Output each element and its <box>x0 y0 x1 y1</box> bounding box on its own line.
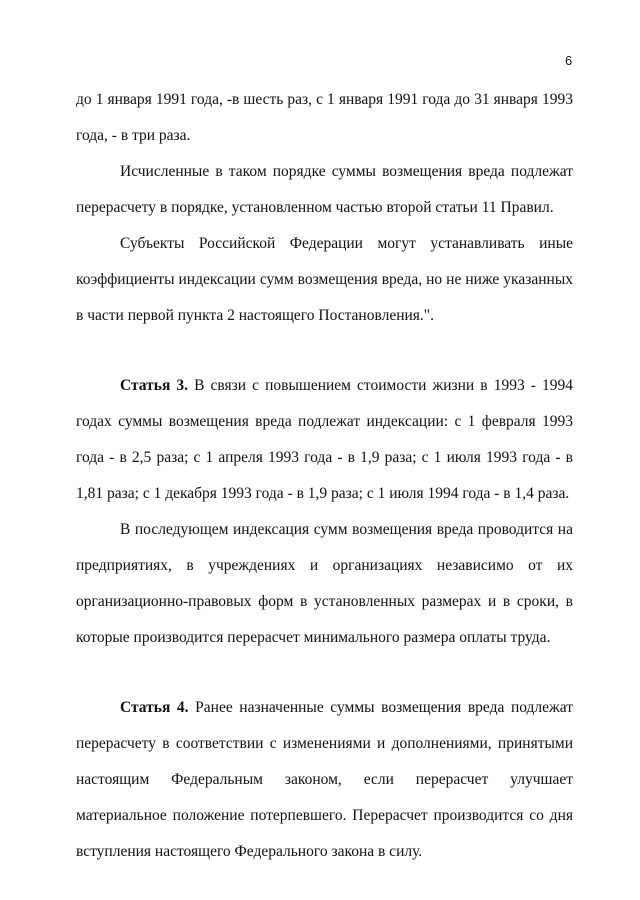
paragraph-subjects: Субъекты Российской Федерации могут устанавливать иные коэффициенты индексации сумм возмещения вреда, но не ниже указанных в части первой пункта 2 настоящего Постановления.". <box>76 235 573 324</box>
article-3-paragraph <box>76 368 573 512</box>
article-4-text: Ранее назначенные суммы возмещения вреда подлежат перерасчету в соответствии с изменениями и дополнениями, принятыми настоящим Федеральным законом, если перерасчет улучшает материальное положение потерпевшего. Перерасчет производится со дня вступления настоящего Федерального закона в силу. <box>76 699 573 860</box>
document-body <box>76 82 573 870</box>
article-3-label: Статья 3. <box>120 377 189 394</box>
page-number: 6 <box>565 53 573 68</box>
paragraph-indexation: В последующем индексация сумм возмещения вреда проводится на предприятиях, в учреждениях и организациях независимо от их организационно-правовых форм в установленных размерах и в сроки, в которые производится перерасчет минимального размера оплаты труда. <box>76 521 573 646</box>
article-4-paragraph <box>76 690 573 870</box>
article-3-text: В связи с повышением стоимости жизни в 1993 - 1994 годах суммы возмещения вреда подлежат индексации: с 1 февраля 1993 года - в 2,5 раза; с 1 апреля 1993 года - в 1,9 раза; с 1 июля 1993 года - в 1,81 раза; с 1 декабря 1993 года - в 1,9 раза; с 1 июля 1994 года - в 1,4 раза. <box>76 377 574 502</box>
article-4-label: Статья 4. <box>120 699 189 716</box>
paragraph-recalculation: Исчисленные в таком порядке суммы возмещения вреда подлежат перерасчету в порядке, установленном частью второй статьи 11 Правил. <box>76 163 573 216</box>
paragraph-continuation: до 1 января 1991 года, -в шесть раз, с 1 января 1991 года до 31 января 1993 года, - в три раза. <box>76 91 573 144</box>
